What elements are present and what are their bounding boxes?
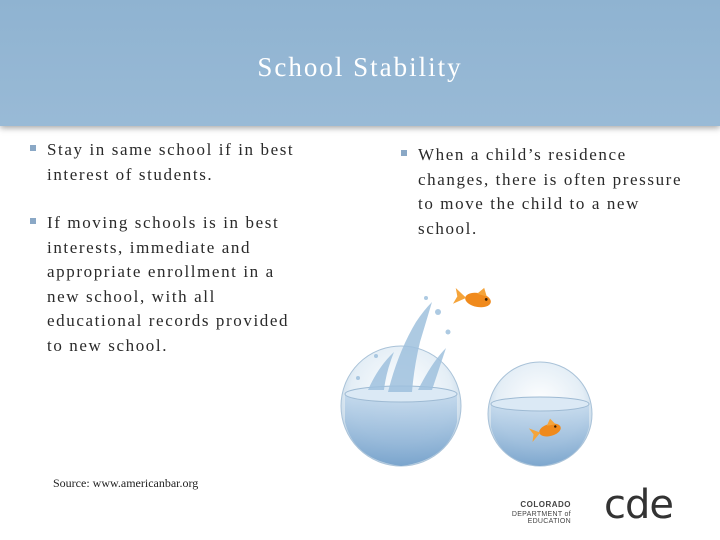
square-bullet-icon	[30, 145, 36, 151]
bullet-text: Stay in same school if in best interest of students.	[47, 140, 295, 184]
cde-mark: cde	[604, 482, 673, 528]
square-bullet-icon	[30, 218, 36, 224]
square-bullet-icon	[401, 150, 407, 156]
cde-logo	[486, 482, 696, 528]
logo-line-colorado: COLORADO	[520, 500, 571, 509]
goldfish-jumping-bowls-image	[328, 282, 606, 474]
right-bullet-list	[401, 143, 697, 265]
left-bullet-list	[30, 138, 302, 382]
slide-title: School Stability	[257, 52, 463, 82]
bullet-item	[401, 143, 697, 241]
right-fishbowl-icon	[488, 362, 592, 466]
bullet-item	[30, 138, 302, 187]
logo-line-department: DEPARTMENT of EDUCATION	[511, 511, 571, 525]
title-banner	[0, 0, 720, 126]
source-citation: Source: www.americanbar.org	[53, 476, 199, 490]
bullet-text: If moving schools is in best interests, immediate and appropriate enrollment in a new school, with all educational records provided to new school.	[47, 213, 290, 355]
bullet-text: When a child’s residence changes, there is often pressure to move the child to a new school.	[418, 145, 683, 238]
bullet-item	[30, 211, 302, 358]
